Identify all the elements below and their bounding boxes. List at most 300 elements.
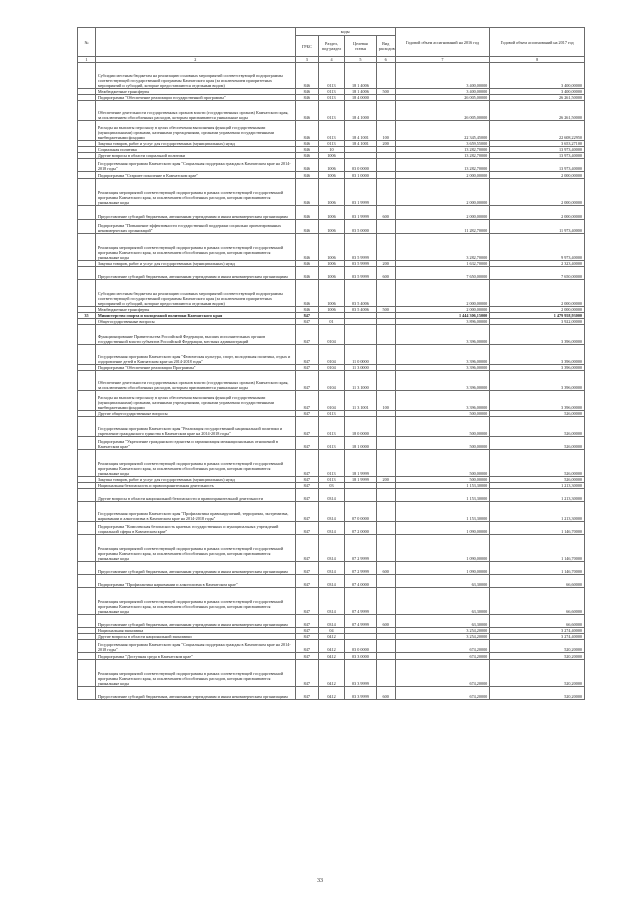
row-number [78, 562, 96, 575]
row-amount-2017: 1 146,70000 [490, 562, 585, 575]
row-name: Реализация мероприятий соответствующей подпрограммы в рамках соответствующей государственной программы Камчатского края, за исключением обособленных расходов, которым присваиваются уникальные коды [95, 660, 295, 687]
row-number [78, 159, 96, 172]
row-target-article: 07 2 0000 [345, 522, 377, 535]
row-section: 0113 [318, 121, 344, 141]
table-row [78, 522, 585, 535]
row-amount-2016: 2 000,00000 [395, 307, 490, 313]
row-amount-2016: 3 282,70000 [395, 234, 490, 261]
row-target-article: 07 2 9999 [345, 562, 377, 575]
row-grbs: 847 [295, 653, 318, 660]
row-grbs: 847 [295, 411, 318, 417]
row-grbs: 847 [295, 575, 318, 588]
row-amount-2016: 2 000,00000 [395, 280, 490, 307]
row-amount-2017: 26 261,50000 [490, 101, 585, 121]
header-2016: Годовой объем ассигнований на 2016 год [395, 28, 490, 57]
row-expense-type: 200 [376, 261, 395, 267]
row-grbs: 846 [295, 206, 318, 220]
row-name: Субсидии местным бюджетам на реализацию основных мероприятий соответствующей подпрограммы соответствующей государственной программы Камчатского края (за исключением приоритетных мероприятий и субсидий, которые предоставляются отдельным видом) [95, 280, 295, 307]
row-grbs: 846 [295, 172, 318, 179]
row-grbs: 846 [295, 307, 318, 313]
row-name: Закупка товаров, работ и услуг для государственных (муниципальных) нужд [95, 141, 295, 147]
table-row [78, 267, 585, 280]
row-number [78, 325, 96, 345]
row-target-article: 11 0 0000 [345, 345, 377, 365]
row-expense-type [376, 220, 395, 234]
row-number [78, 101, 96, 121]
row-name: Расходы на выплаты персоналу в целях обеспечения выполнения функций государственными (муниципальными) органами, казенными учреждениями, органами управления государственными внебюджетными фондами [95, 391, 295, 411]
row-section: 1006 [318, 159, 344, 172]
row-target-article: 07 0 0000 [345, 502, 377, 522]
row-amount-2017: 66,60000 [490, 588, 585, 615]
row-expense-type [376, 63, 395, 89]
row-number [78, 391, 96, 411]
row-name: Подпрограмма "Комплексная безопасность краевых государственных и муниципальных учреждений социальной сферы в Камчатском крае" [95, 522, 295, 535]
table-row [78, 325, 585, 345]
row-amount-2017: 1 213,30000 [490, 483, 585, 489]
table-header [78, 28, 585, 63]
row-target-article: 18 4 1001 [345, 121, 377, 141]
row-grbs: 846 [295, 159, 318, 172]
row-grbs: 847 [295, 615, 318, 628]
table-row [78, 417, 585, 437]
row-expense-type [376, 325, 395, 345]
row-name: Подпрограмма "Доступная среда в Камчатском крае" [95, 653, 295, 660]
row-amount-2016: 2 000,00000 [395, 206, 490, 220]
row-grbs: 846 [295, 141, 318, 147]
row-section: 04 [318, 628, 344, 634]
row-amount-2017: 2 000,00000 [490, 206, 585, 220]
table-row [78, 489, 585, 502]
row-section: 1006 [318, 234, 344, 261]
row-target-article: 03 0 0000 [345, 159, 377, 172]
row-amount-2017: 1 479 958,93000 [490, 313, 585, 319]
row-number [78, 489, 96, 502]
row-amount-2016: 1 153,30000 [395, 483, 490, 489]
row-name: Предоставление субсидий бюджетным, автономным учреждениям и иным некоммерческим организациям [95, 267, 295, 280]
row-expense-type: 200 [376, 141, 395, 147]
table-row [78, 660, 585, 687]
row-amount-2016: 13 282,70000 [395, 159, 490, 172]
table-row [78, 280, 585, 307]
row-amount-2016: 1 632,70000 [395, 261, 490, 267]
row-target-article: 03 3 9999 [345, 660, 377, 687]
row-target-article: 03 1 9999 [345, 179, 377, 206]
row-grbs: 847 [295, 450, 318, 477]
header-grbs: ГРБС [295, 36, 318, 57]
row-expense-type [376, 417, 395, 437]
row-amount-2016: 3 400,00000 [395, 63, 490, 89]
row-name: Реализация мероприятий соответствующей подпрограммы в рамках соответствующей государственной программы Камчатского края, за исключением обособленных расходов, которым присваиваются уникальные коды [95, 450, 295, 477]
row-grbs: 846 [295, 63, 318, 89]
row-expense-type [376, 450, 395, 477]
row-amount-2017: 2 323,40000 [490, 261, 585, 267]
row-section: 0314 [318, 502, 344, 522]
row-target-article: 18 1 9999 [345, 477, 377, 483]
row-name: Государственная программа Камчатского края "Реализация государственной национальной политики и укрепление гражданского единства в Камчатском крае на 2014-2018 годы" [95, 417, 295, 437]
col-index: 7 [395, 57, 490, 63]
row-amount-2017: 3 922,00000 [490, 319, 585, 325]
row-amount-2017: 26 261,50000 [490, 95, 585, 101]
row-number [78, 660, 96, 687]
row-amount-2017: 3 396,00000 [490, 371, 585, 391]
row-grbs: 846 [295, 95, 318, 101]
row-amount-2016: 3 396,00000 [395, 371, 490, 391]
row-amount-2017: 2 000,00000 [490, 280, 585, 307]
row-name: Общегосударственные вопросы [95, 319, 295, 325]
row-grbs: 846 [295, 179, 318, 206]
row-name: Социальная политика [95, 147, 295, 153]
row-section: 0113 [318, 477, 344, 483]
row-amount-2016: 500,00000 [395, 417, 490, 437]
row-expense-type [376, 502, 395, 522]
row-name: Предоставление субсидий бюджетным, автономным учреждениям и иным некоммерческим организациям [95, 206, 295, 220]
row-grbs: 847 [295, 319, 318, 325]
row-expense-type [376, 345, 395, 365]
row-number [78, 522, 96, 535]
row-amount-2017: 520,20000 [490, 653, 585, 660]
row-section: 0113 [318, 101, 344, 121]
row-section: 0412 [318, 640, 344, 653]
row-target-article: 18 4 1001 [345, 141, 377, 147]
row-amount-2016: 7 650,00000 [395, 267, 490, 280]
row-number [78, 345, 96, 365]
row-target-article: 07 2 9999 [345, 535, 377, 562]
row-amount-2016: 1 153,30000 [395, 502, 490, 522]
row-number [78, 121, 96, 141]
row-amount-2017: 526,00000 [490, 437, 585, 450]
row-grbs: 846 [295, 147, 318, 153]
row-amount-2016: 3 400,00000 [395, 89, 490, 95]
row-section: 0113 [318, 411, 344, 417]
row-grbs: 846 [295, 89, 318, 95]
row-amount-2017: 520,20000 [490, 660, 585, 687]
row-target-article: 18 1 9999 [345, 450, 377, 477]
row-amount-2016: 1 153,30000 [395, 489, 490, 502]
table-row [78, 101, 585, 121]
row-expense-type: 100 [376, 121, 395, 141]
header-no: № [78, 28, 96, 57]
table-row [78, 121, 585, 141]
row-section: 0113 [318, 417, 344, 437]
row-target-article: 03 5 9999 [345, 267, 377, 280]
table-row [78, 687, 585, 700]
row-section: 0104 [318, 391, 344, 411]
row-target-article: 11 3 0000 [345, 365, 377, 371]
row-section: 0104 [318, 365, 344, 371]
row-expense-type [376, 234, 395, 261]
col-index: 1 [78, 57, 96, 63]
row-amount-2016: 1 444 306,15000 [395, 313, 490, 319]
row-grbs: 846 [295, 267, 318, 280]
row-amount-2016: 500,00000 [395, 450, 490, 477]
row-number [78, 615, 96, 628]
row-target-article: 03 1 9999 [345, 206, 377, 220]
row-amount-2017: 3 274,40000 [490, 634, 585, 640]
row-number [78, 206, 96, 220]
row-target-article: 11 3 1000 [345, 371, 377, 391]
row-target-article: 07 4 9999 [345, 615, 377, 628]
row-target-article: 03 5 4006 [345, 307, 377, 313]
row-grbs: 847 [295, 588, 318, 615]
row-grbs: 846 [295, 121, 318, 141]
row-target-article [345, 489, 377, 502]
row-grbs: 846 [295, 101, 318, 121]
row-amount-2017: 526,00000 [490, 417, 585, 437]
table-row [78, 159, 585, 172]
row-amount-2017: 526,00000 [490, 450, 585, 477]
row-section: 1006 [318, 267, 344, 280]
row-section: 0412 [318, 660, 344, 687]
row-expense-type [376, 588, 395, 615]
row-amount-2016: 674,20000 [395, 653, 490, 660]
row-amount-2016: 1 090,00000 [395, 535, 490, 562]
row-section: 0314 [318, 615, 344, 628]
row-target-article: 18 4 0000 [345, 95, 377, 101]
row-expense-type: 100 [376, 391, 395, 411]
row-amount-2016: 674,20000 [395, 660, 490, 687]
row-target-article: 03 5 4006 [345, 280, 377, 307]
row-grbs: 847 [295, 502, 318, 522]
row-name: Реализация мероприятий соответствующей подпрограммы в рамках соответствующей государственной программы Камчатского края, за исключением обособленных расходов, которым присваиваются уникальные коды [95, 179, 295, 206]
row-amount-2017: 13 973,40000 [490, 147, 585, 153]
row-number [78, 653, 96, 660]
table-row [78, 588, 585, 615]
table-row [78, 345, 585, 365]
row-grbs: 847 [295, 640, 318, 653]
row-target-article: 03 5 0000 [345, 220, 377, 234]
row-name: Подпрограмма "Обеспечение реализации Программы" [95, 365, 295, 371]
header-section: Раздел, под-раздел [318, 36, 344, 57]
row-expense-type: 600 [376, 615, 395, 628]
row-amount-2017: 520,20000 [490, 687, 585, 700]
row-section: 0104 [318, 371, 344, 391]
row-amount-2017: 66,60000 [490, 615, 585, 628]
row-amount-2017: 1 213,30000 [490, 489, 585, 502]
row-section: 0412 [318, 653, 344, 660]
header-vr: Вид расходов [376, 36, 395, 57]
row-name: Реализация мероприятий соответствующей подпрограммы в рамках соответствующей государственной программы Камчатского края, за исключением обособленных расходов, которым присваиваются уникальные коды [95, 234, 295, 261]
header-codes: коды [295, 28, 395, 36]
col-index: 4 [318, 57, 344, 63]
row-amount-2016: 2 000,00000 [395, 179, 490, 206]
row-expense-type [376, 179, 395, 206]
row-amount-2017: 3 396,00000 [490, 325, 585, 345]
row-amount-2017: 13 973,40000 [490, 159, 585, 172]
row-amount-2017: 13 973,40000 [490, 153, 585, 159]
row-grbs: 847 [295, 477, 318, 483]
row-section: 1006 [318, 172, 344, 179]
row-name: Подпрограмма "Профилактика наркомании и алкоголизма в Камчатском крае" [95, 575, 295, 588]
col-index: 5 [345, 57, 377, 63]
row-expense-type [376, 660, 395, 687]
col-index: 8 [490, 57, 585, 63]
row-number [78, 417, 96, 437]
row-number [78, 640, 96, 653]
row-amount-2017: 3 274,40000 [490, 628, 585, 634]
row-expense-type: 200 [376, 477, 395, 483]
row-expense-type [376, 575, 395, 588]
row-amount-2016: 3 659,55000 [395, 141, 490, 147]
table-row [78, 640, 585, 653]
row-amount-2017: 3 396,00000 [490, 345, 585, 365]
col-index: 3 [295, 57, 318, 63]
row-name: Субсидии местным бюджетам на реализацию основных мероприятий соответствующей подпрограммы соответствующей государственной программы Камчатского края (за исключением приоритетных мероприятий и субсидий, которые предоставляются отдельным видом) [95, 63, 295, 89]
row-amount-2016: 11 282,70000 [395, 220, 490, 234]
row-section: 0104 [318, 345, 344, 365]
row-name: Другие вопросы в области национальной экономики [95, 634, 295, 640]
row-target-article: 18 1 4006 [345, 63, 377, 89]
row-grbs: 847 [295, 562, 318, 575]
row-amount-2017: 526,00000 [490, 411, 585, 417]
row-amount-2016: 3 396,00000 [395, 365, 490, 371]
row-amount-2017: 22 608,22950 [490, 121, 585, 141]
row-expense-type [376, 172, 395, 179]
row-number [78, 502, 96, 522]
row-section: 0104 [318, 325, 344, 345]
row-grbs: 846 [295, 220, 318, 234]
row-number [78, 588, 96, 615]
row-grbs: 846 [295, 280, 318, 307]
row-target-article: 03 5 9999 [345, 234, 377, 261]
row-name: Другие общегосударственные вопросы [95, 411, 295, 417]
row-name: Межбюджетные трансферты [95, 89, 295, 95]
row-section: 1006 [318, 179, 344, 206]
row-amount-2016: 1 090,00000 [395, 522, 490, 535]
row-expense-type: 600 [376, 562, 395, 575]
row-amount-2016: 674,20000 [395, 640, 490, 653]
row-amount-2016: 26 005,00000 [395, 101, 490, 121]
table-row [78, 502, 585, 522]
row-section: 0412 [318, 687, 344, 700]
row-name: Государственная программа Камчатского края "Социальная поддержка граждан в Камчатском крае на 2014-2018 годы" [95, 159, 295, 172]
row-amount-2016: 674,20000 [395, 687, 490, 700]
row-name: Обеспечение деятельности государственных органов власти (государственных органов) Камчатского края, за исключением обособленных расходов, которым присваиваются уникальные коды [95, 371, 295, 391]
table-row [78, 234, 585, 261]
row-name: Другие вопросы в области социальной политики [95, 153, 295, 159]
row-amount-2016: 3 396,00000 [395, 391, 490, 411]
row-target-article: 03 5 9999 [345, 261, 377, 267]
row-expense-type [376, 489, 395, 502]
row-name: Предоставление субсидий бюджетным, автономным учреждениям и иным некоммерческим организациям [95, 687, 295, 700]
row-grbs: 847 [295, 660, 318, 687]
row-amount-2016: 3 254,20000 [395, 628, 490, 634]
row-expense-type [376, 280, 395, 307]
row-amount-2016: 500,00000 [395, 411, 490, 417]
table-row [78, 653, 585, 660]
row-name: Предоставление субсидий бюджетным, автономным учреждениям и иным некоммерческим организациям [95, 615, 295, 628]
table-row [78, 575, 585, 588]
row-expense-type [376, 535, 395, 562]
row-section: 1006 [318, 206, 344, 220]
row-amount-2016: 2 000,00000 [395, 172, 490, 179]
row-amount-2017: 3 400,00000 [490, 63, 585, 89]
row-section: 1006 [318, 153, 344, 159]
row-section: 1006 [318, 307, 344, 313]
row-amount-2016: 63,30000 [395, 588, 490, 615]
row-expense-type [376, 640, 395, 653]
row-section: 0412 [318, 634, 344, 640]
row-amount-2016: 3 396,00000 [395, 345, 490, 365]
row-number [78, 371, 96, 391]
table-row [78, 615, 585, 628]
row-grbs: 846 [295, 234, 318, 261]
row-number [78, 450, 96, 477]
row-section: 1006 [318, 280, 344, 307]
row-name: Реализация мероприятий соответствующей подпрограммы в рамках соответствующей государственной программы Камчатского края, за исключением обособленных расходов, которым присваиваются уникальные коды [95, 588, 295, 615]
row-grbs: 847 [295, 628, 318, 634]
row-section: 0314 [318, 562, 344, 575]
row-grbs: 847 [295, 313, 318, 319]
row-section: 03 [318, 483, 344, 489]
table-body [78, 63, 585, 700]
row-amount-2017: 2 000,00000 [490, 179, 585, 206]
row-amount-2016: 500,00000 [395, 437, 490, 450]
header-2017: Годовой объем ассигнований на 2017 год [490, 28, 585, 57]
row-name: Межбюджетные трансферты [95, 307, 295, 313]
row-section: 0314 [318, 489, 344, 502]
row-number [78, 179, 96, 206]
row-amount-2017: 9 973,40000 [490, 234, 585, 261]
table-row [78, 535, 585, 562]
budget-table [77, 27, 585, 700]
row-section: 0113 [318, 89, 344, 95]
row-section: 0314 [318, 535, 344, 562]
row-section: 0113 [318, 141, 344, 147]
row-name: Закупка товаров, работ и услуг для государственных (муниципальных) нужд [95, 477, 295, 483]
row-number [78, 234, 96, 261]
row-grbs: 847 [295, 483, 318, 489]
row-expense-type: 600 [376, 206, 395, 220]
row-section: 10 [318, 147, 344, 153]
row-expense-type [376, 653, 395, 660]
row-amount-2017: 1 146,70000 [490, 522, 585, 535]
row-expense-type: 500 [376, 89, 395, 95]
row-amount-2017: 1 213,30000 [490, 502, 585, 522]
row-number [78, 63, 96, 89]
row-grbs: 847 [295, 634, 318, 640]
table-row [78, 63, 585, 89]
row-amount-2017: 66,60000 [490, 575, 585, 588]
row-grbs: 847 [295, 489, 318, 502]
row-number [78, 220, 96, 234]
row-name: Государственная программа Камчатского края "Профилактика правонарушений, терроризма, экстремизма, наркомании и алкоголизма в Камчатском крае на 2014-2018 годы" [95, 502, 295, 522]
row-name: Закупка товаров, работ и услуг для государственных (муниципальных) нужд [95, 261, 295, 267]
table-row [78, 391, 585, 411]
row-expense-type [376, 101, 395, 121]
row-target-article: 03 1 0000 [345, 172, 377, 179]
row-name: Министерство спорта и молодежной политики Камчатского края [95, 313, 295, 319]
row-name: Национальная экономика [95, 628, 295, 634]
row-amount-2017: 3 396,00000 [490, 391, 585, 411]
table-row [78, 206, 585, 220]
row-section: 0314 [318, 575, 344, 588]
row-grbs: 847 [295, 535, 318, 562]
row-number [78, 267, 96, 280]
row-expense-type [376, 159, 395, 172]
row-amount-2016: 63,30000 [395, 615, 490, 628]
row-name: Подпрограмма "Старшее поколение в Камчатском крае" [95, 172, 295, 179]
row-expense-type [376, 437, 395, 450]
row-grbs: 847 [295, 325, 318, 345]
row-amount-2017: 11 973,40000 [490, 220, 585, 234]
row-amount-2016: 1 090,00000 [395, 562, 490, 575]
row-amount-2016: 3 396,00000 [395, 325, 490, 345]
row-grbs: 847 [295, 687, 318, 700]
table-row [78, 437, 585, 450]
row-target-article [345, 325, 377, 345]
row-section: 0113 [318, 63, 344, 89]
row-expense-type: 600 [376, 687, 395, 700]
